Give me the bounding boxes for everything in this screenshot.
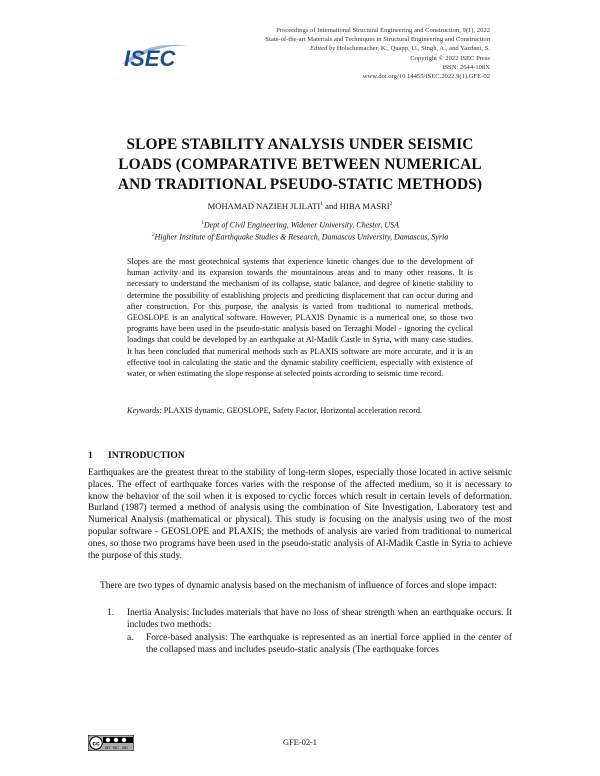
keywords-label: Keywords [127, 406, 160, 415]
affiliation-1-sup: 1 [201, 220, 204, 226]
abstract: Slopes are the most geotechnical systems that experience kinetic changes due to the development of human activity and its expansion towards the mountainous areas and to many other reasons. It is necessary to understand the mechanism of its collapse, static balance, and degree of kinetic stability to determine the possibility of establishing projects and predicting displacement that can occur during and after construction. For this purpose, the analysis is varied from traditional to numerical methods. GEOSLOPE is an analytical software. However, PLAXIS Dynamic is a numerical one, so those two programs have been used in the pseudo-static analysis based on Terzaghi Model - ignoring the cyclical loadings that could be developed by an earthquake at Al-Madik Castle in Syria, with many case studies. It has been concluded that numerical methods such as PLAXIS software are more accurate, and it is an effective tool in calculating the static and the dynamic stability coefficient, especially with existence of water, or when estimating the slope response at selected points according to seismic time record. [127, 257, 473, 379]
list-item-a-text: Force-based analysis: The earthquake is represented as an inertial force applied in the center of the collapsed mass and includes pseudo-static analysis (The earthquake forces [146, 633, 512, 655]
cc-text: cc [92, 740, 100, 748]
nd-label: ND [122, 745, 128, 750]
author-2-sup: 2 [389, 201, 393, 208]
title-line-3: AND TRADITIONAL PSEUDO-STATIC METHODS) [117, 176, 483, 193]
title-line-2: LOADS (COMPARATIVE BETWEEN NUMERICAL [118, 156, 482, 173]
author-2: HIBA MASRI [339, 201, 390, 211]
isec-logo-text: ISEC [124, 46, 176, 71]
title-line-1: SLOPE STABILITY ANALYSIS UNDER SEISMIC [126, 136, 474, 153]
keywords-text: : PLAXIS dynamic, GEOSLOPE, Safety Factor, Horizontal acceleration record. [159, 406, 422, 415]
affiliation-1 [60, 220, 540, 230]
keywords [127, 405, 473, 416]
list-item-1-number: 1. [107, 608, 115, 618]
list-item-a-letter: a. [127, 633, 134, 643]
section-title: INTRODUCTION [108, 450, 185, 461]
header-line-5: ISSN: 2644-108X [442, 63, 490, 71]
editors: Holschemacher, K., Quapp, U., Singh, A., and Yazdani, S. [336, 45, 490, 53]
isec-logo [118, 38, 196, 72]
authors-and: and [325, 201, 338, 211]
intro-paragraph-2: There are two types of dynamic analysis based on the mechanism of influence of forces and slope impact: [100, 581, 498, 591]
authors [60, 201, 540, 211]
section-number: 1 [88, 450, 93, 461]
header-line-3 [190, 44, 490, 53]
list-item-1-text: Inertia Analysis: Includes materials that have no loss of shear strength when an earthquake occurs. It includes two methods: [127, 608, 512, 630]
affiliation-2-sup: 2 [151, 232, 155, 238]
paper-title [60, 135, 540, 195]
edited-by-label: Edited by [310, 45, 336, 53]
intro-paragraph-1: Earthquakes are the greatest threat to the stability of long-term slopes, especially those located in active seismic places. The effect of earthquake forces varies with the response of the affected medium, so it is necessary to know the behavior of the soil when it is exposed to cyclic forces which result in certain levels of deformation. Burland (1987) termed a method of analysis using the combination of Site Investigation, Laboratory test and Numerical Analysis (mathematical or physical). This study is focusing on the analysis using two of the most popular software - GEOSLOPE and PLAXIS; the methods of analysis are varied from traditional to numerical ones, so those two programs have been used in the pseudo-static analysis of Al-Madik Castle in Syria to achieve the purpose of this study. [88, 468, 512, 561]
header-line-1: Proceedings of International Structural Engineering and Construction, 9(1), 2022 [276, 27, 490, 34]
proceedings-header [190, 26, 490, 81]
affiliation-2-text: Higher Institute of Earthquake Studies & Research, Damascus University, Damascus, Syria [154, 232, 449, 242]
page-footer-id: GFE-02-1 [283, 738, 317, 747]
nc-label: NC [113, 745, 119, 750]
doi-link[interactable]: www.doi.org/10.14455/ISEC.2022.9(1).GFE-02 [362, 73, 490, 81]
header-line-2: State-of-the-art Materials and Techniques in Structural Engineering and Construction [265, 36, 490, 44]
author-1: MOHAMAD NAZIEH JLILATI [207, 201, 321, 211]
by-label: BY [105, 745, 111, 750]
affiliation-1-text: Dept of Civil Engineering, Widener University, Chester, USA [203, 220, 399, 230]
header-line-4: Copyright © 2022 ISEC Press [410, 54, 490, 62]
author-1-sup: 1 [320, 201, 324, 208]
affiliation-2 [60, 232, 540, 242]
section-heading-introduction [88, 450, 185, 461]
